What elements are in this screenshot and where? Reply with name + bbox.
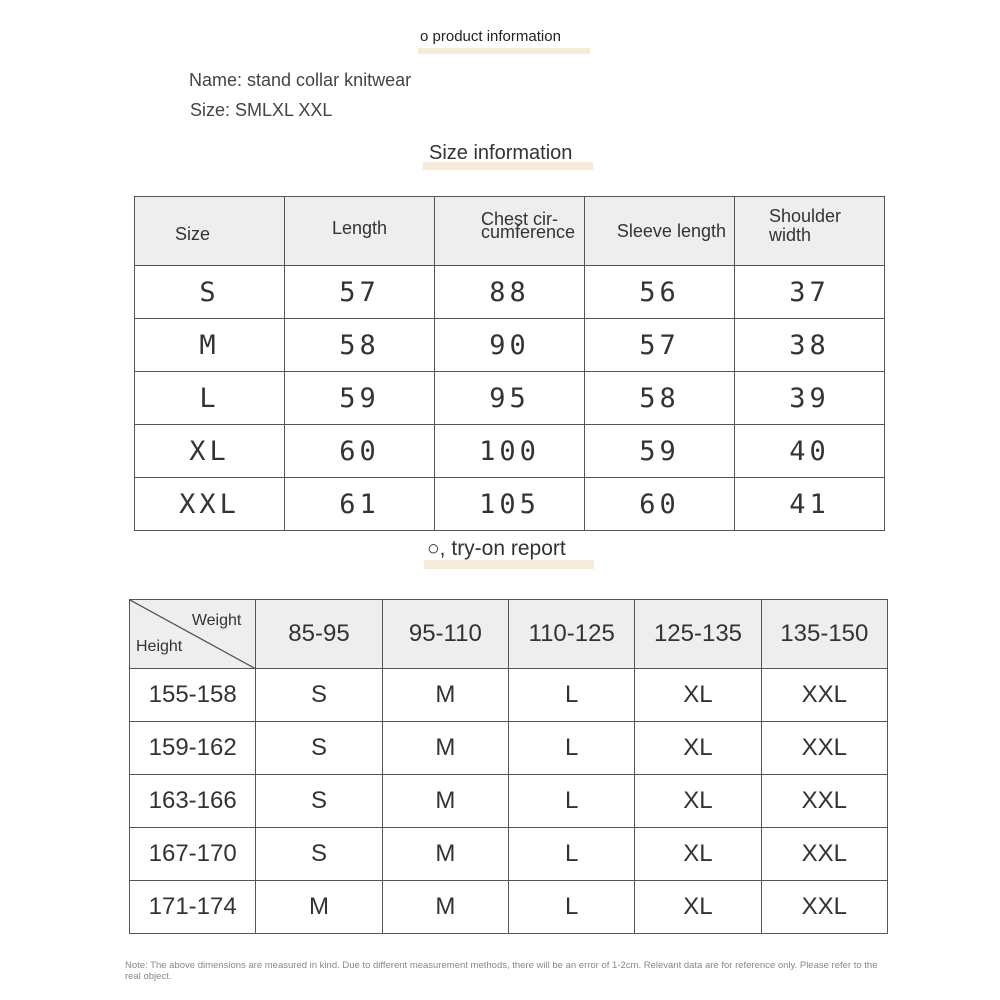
weight-range-header: 95-110 xyxy=(382,600,508,669)
recommended-size-cell: M xyxy=(382,775,508,828)
height-label: Height xyxy=(136,638,183,655)
table-row xyxy=(130,775,888,828)
table-row xyxy=(135,319,885,372)
chest-cell: 100 xyxy=(435,425,585,478)
recommended-size-cell: XXL xyxy=(761,881,887,934)
recommended-size-cell: M xyxy=(256,881,382,934)
recommended-size-cell: L xyxy=(508,775,634,828)
shoulder-cell: 40 xyxy=(735,425,885,478)
height-range-cell: 171-174 xyxy=(130,881,256,934)
size-cell: M xyxy=(135,319,285,372)
size-header-length: Length xyxy=(285,197,435,266)
size-cell: XL xyxy=(135,425,285,478)
height-range-cell: 155-158 xyxy=(130,669,256,722)
chest-cell: 88 xyxy=(435,266,585,319)
product-info-heading: o product information xyxy=(420,28,561,45)
recommended-size-cell: XL xyxy=(635,828,761,881)
recommended-size-cell: M xyxy=(382,722,508,775)
chest-cell: 90 xyxy=(435,319,585,372)
shoulder-cell: 41 xyxy=(735,478,885,531)
tryon-table-header-row xyxy=(130,600,888,669)
recommended-size-cell: XXL xyxy=(761,669,887,722)
sleeve-cell: 58 xyxy=(585,372,735,425)
size-header-shoulder xyxy=(735,197,885,266)
size-table-header-row xyxy=(135,197,885,266)
recommended-size-cell: S xyxy=(256,722,382,775)
shoulder-cell: 37 xyxy=(735,266,885,319)
length-cell: 61 xyxy=(285,478,435,531)
tryon-table xyxy=(129,599,888,934)
table-row xyxy=(130,828,888,881)
recommended-size-cell: L xyxy=(508,722,634,775)
recommended-size-cell: XXL xyxy=(761,828,887,881)
corner-diagonal-line xyxy=(130,600,256,669)
product-heading-underline xyxy=(418,48,590,54)
recommended-size-cell: S xyxy=(256,669,382,722)
size-header-size: Size xyxy=(135,197,285,266)
recommended-size-cell: M xyxy=(382,881,508,934)
size-cell: XXL xyxy=(135,478,285,531)
sleeve-cell: 57 xyxy=(585,319,735,372)
sleeve-cell: 60 xyxy=(585,478,735,531)
recommended-size-cell: L xyxy=(508,881,634,934)
size-cell: L xyxy=(135,372,285,425)
height-range-cell: 159-162 xyxy=(130,722,256,775)
recommended-size-cell: XL xyxy=(635,881,761,934)
chest-cell: 105 xyxy=(435,478,585,531)
weight-label: Weight xyxy=(191,612,242,629)
table-row xyxy=(135,372,885,425)
weight-range-header: 85-95 xyxy=(256,600,382,669)
table-row xyxy=(135,478,885,531)
recommended-size-cell: M xyxy=(382,669,508,722)
product-name-line: Name: stand collar knitwear xyxy=(189,70,412,90)
table-row xyxy=(130,722,888,775)
recommended-size-cell: XL xyxy=(635,669,761,722)
tryon-heading-underline xyxy=(424,560,594,569)
weight-range-header: 125-135 xyxy=(635,600,761,669)
height-range-cell: 163-166 xyxy=(130,775,256,828)
recommended-size-cell: XL xyxy=(635,775,761,828)
shoulder-header-text: Shoulder width xyxy=(769,206,842,245)
size-table xyxy=(134,196,885,531)
recommended-size-cell: XXL xyxy=(761,722,887,775)
sleeve-cell: 56 xyxy=(585,266,735,319)
length-cell: 57 xyxy=(285,266,435,319)
size-header-chest xyxy=(435,197,585,266)
size-cell: S xyxy=(135,266,285,319)
recommended-size-cell: XXL xyxy=(761,775,887,828)
recommended-size-cell: S xyxy=(256,775,382,828)
length-cell: 58 xyxy=(285,319,435,372)
table-row xyxy=(135,266,885,319)
table-row xyxy=(130,881,888,934)
recommended-size-cell: M xyxy=(382,828,508,881)
table-row xyxy=(130,669,888,722)
shoulder-cell: 39 xyxy=(735,372,885,425)
measurement-note: Note: The above dimensions are measured in kind. Due to different measurement methods, there will be an error of 1-2cm. Relevant data are for reference only. Please refer to the real object. xyxy=(125,960,878,982)
chest-header-text: Chest cir- cumference xyxy=(481,209,576,242)
chest-cell: 95 xyxy=(435,372,585,425)
recommended-size-cell: S xyxy=(256,828,382,881)
recommended-size-cell: XL xyxy=(635,722,761,775)
sleeve-cell: 59 xyxy=(585,425,735,478)
product-size-line: Size: SMLXL XXL xyxy=(190,100,333,120)
height-weight-corner-cell xyxy=(130,600,256,669)
size-info-heading: Size information xyxy=(429,142,573,164)
recommended-size-cell: L xyxy=(508,828,634,881)
length-cell: 59 xyxy=(285,372,435,425)
table-row xyxy=(135,425,885,478)
weight-range-header: 110-125 xyxy=(508,600,634,669)
size-header-sleeve: Sleeve length xyxy=(585,197,735,266)
weight-range-header: 135-150 xyxy=(761,600,887,669)
height-range-cell: 167-170 xyxy=(130,828,256,881)
length-cell: 60 xyxy=(285,425,435,478)
tryon-report-heading: ○, try-on report xyxy=(427,537,566,560)
recommended-size-cell: L xyxy=(508,669,634,722)
shoulder-cell: 38 xyxy=(735,319,885,372)
